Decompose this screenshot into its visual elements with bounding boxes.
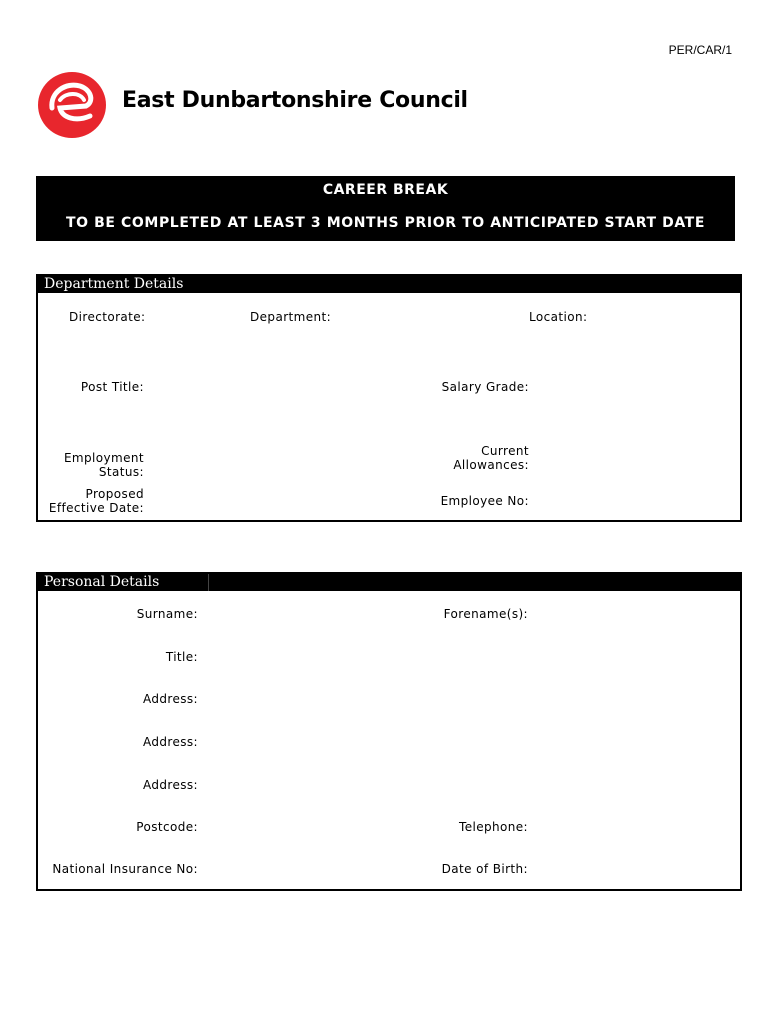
form-title: CAREER BREAK [322, 182, 449, 198]
council-logo [36, 70, 108, 140]
council-name: East Dunbartonshire Council [122, 88, 468, 113]
personal-details-section [36, 572, 742, 891]
current-allowances-label-1: Current [481, 444, 529, 458]
address-label-1: Address: [142, 692, 198, 706]
address-label-3: Address: [142, 778, 198, 792]
proposed-date-label-1: Proposed [85, 487, 144, 501]
directorate-label: Directorate: [69, 310, 146, 324]
department-details-section [36, 274, 742, 522]
form-banner [36, 176, 735, 241]
council-logo-icon [36, 70, 108, 140]
current-allowances-label-2: Allowances: [453, 458, 529, 472]
section-heading-text: Personal Details [44, 574, 160, 590]
location-label: Location: [529, 310, 588, 324]
employment-status-label-1: Employment [63, 451, 144, 465]
title-label: Title: [165, 650, 198, 664]
post-title-label: Post Title: [80, 380, 144, 394]
telephone-label: Telephone: [459, 820, 528, 834]
employment-status-label-2: Status: [98, 465, 144, 479]
surname-label: Surname: [136, 607, 198, 621]
address-label-2: Address: [142, 735, 198, 749]
ni-number-label: National Insurance No: [52, 862, 198, 876]
department-details-heading [38, 276, 740, 293]
department-label: Department: [250, 310, 332, 324]
postcode-label: Postcode: [136, 820, 198, 834]
proposed-date-label-2: Effective Date: [48, 501, 144, 515]
employee-no-label: Employee No: [440, 494, 529, 508]
section-heading-text: Department Details [44, 276, 184, 292]
date-of-birth-label: Date of Birth: [441, 862, 528, 876]
forenames-label: Forename(s): [443, 607, 528, 621]
personal-details-heading [38, 574, 740, 591]
heading-divider [208, 574, 209, 591]
form-reference: PER/CAR/1 [668, 43, 732, 57]
form-instruction: TO BE COMPLETED AT LEAST 3 MONTHS PRIOR TO ANTICIPATED START DATE [66, 215, 705, 231]
salary-grade-label: Salary Grade: [441, 380, 529, 394]
